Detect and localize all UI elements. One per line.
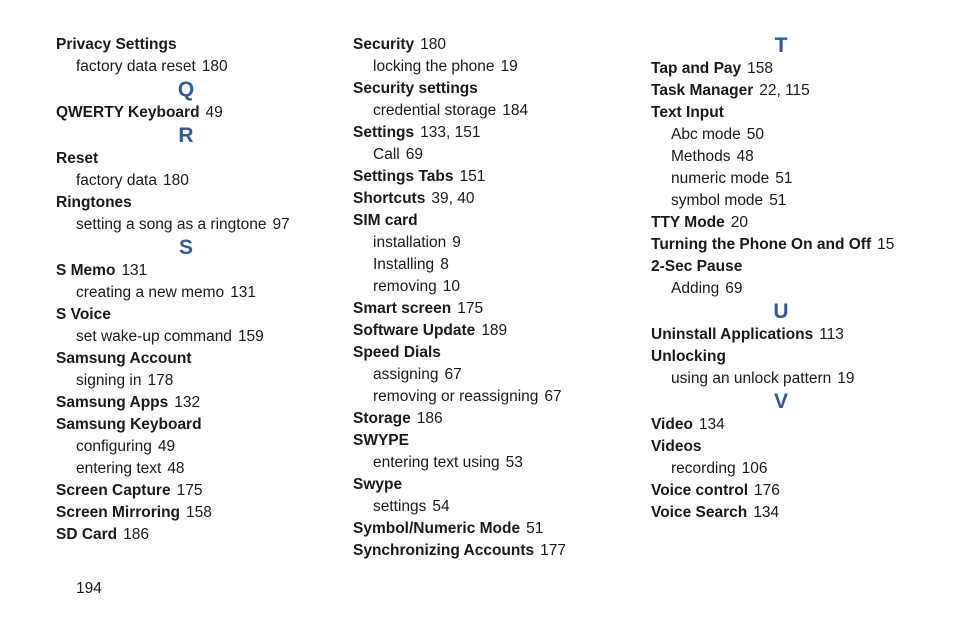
page-reference[interactable]: 186 [416, 410, 443, 427]
index-term: symbol mode [671, 192, 764, 209]
index-entry [651, 480, 931, 502]
index-entry [56, 502, 336, 524]
index-entry [651, 212, 931, 234]
page-reference[interactable]: 69 [725, 280, 743, 297]
index-entry [56, 480, 336, 502]
page-reference[interactable]: 151 [459, 168, 486, 185]
index-entry [651, 102, 931, 124]
index-entry [56, 348, 336, 370]
index-term: Video [651, 416, 693, 433]
index-entry [353, 210, 633, 232]
page-reference[interactable]: 131 [121, 262, 148, 279]
index-subentry [353, 232, 633, 254]
page-reference[interactable]: 97 [272, 216, 290, 233]
index-entry [353, 342, 633, 364]
page-reference[interactable]: 159 [237, 328, 264, 345]
index-term: Installing [373, 256, 435, 273]
index-term: configuring [76, 438, 152, 455]
index-term: Smart screen [353, 300, 452, 317]
page-reference[interactable]: 51 [769, 192, 787, 209]
page-reference[interactable]: 20 [730, 214, 749, 231]
index-term: setting a song as a ringtone [76, 216, 267, 233]
page-reference[interactable]: 48 [167, 460, 185, 477]
index-entry [353, 188, 633, 210]
index-subentry [651, 146, 931, 168]
page-reference[interactable]: 22, 115 [759, 82, 810, 99]
page-reference[interactable]: 180 [201, 58, 228, 75]
index-subentry [353, 496, 633, 518]
index-term: Samsung Apps [56, 394, 169, 411]
index-term: Security [353, 36, 415, 53]
index-subentry [651, 368, 931, 390]
index-term: Reset [56, 150, 99, 167]
index-term: Voice Search [651, 504, 748, 521]
index-entry [651, 234, 931, 256]
page-reference[interactable]: 67 [544, 388, 562, 405]
index-term: Security settings [353, 80, 478, 97]
index-term: removing or reassigning [373, 388, 539, 405]
index-entry [353, 474, 633, 496]
index-subentry [56, 326, 336, 348]
page-reference[interactable]: 39, 40 [431, 190, 475, 207]
page-reference[interactable]: 131 [230, 284, 257, 301]
index-entry [651, 436, 931, 458]
index-entry [56, 414, 336, 436]
page-reference[interactable]: 49 [157, 438, 176, 455]
index-term: Settings [353, 124, 415, 141]
index-term: Storage [353, 410, 411, 427]
index-term: credential storage [373, 102, 497, 119]
index-entry [56, 524, 336, 546]
page-number: 194 [76, 580, 102, 597]
section-letter-heading: V [773, 390, 788, 413]
page-reference[interactable]: 9 [452, 234, 461, 251]
index-term: Screen Capture [56, 482, 171, 499]
page-reference[interactable]: 10 [442, 278, 460, 295]
index-subentry [56, 282, 336, 304]
page-reference[interactable]: 132 [174, 394, 201, 411]
index-term: Software Update [353, 322, 476, 339]
index-subentry [56, 458, 336, 480]
page-reference[interactable]: 175 [176, 482, 203, 499]
index-entry [651, 324, 931, 346]
index-subentry [353, 56, 633, 78]
index-term: Uninstall Applications [651, 326, 814, 343]
index-term: 2-Sec Pause [651, 258, 743, 275]
index-entry [56, 102, 336, 124]
index-subentry [56, 214, 336, 236]
index-entry [56, 392, 336, 414]
index-term: removing [373, 278, 437, 295]
index-term: Voice control [651, 482, 749, 499]
index-entry [353, 166, 633, 188]
index-entry [353, 298, 633, 320]
page-reference[interactable]: 69 [405, 146, 423, 163]
index-entry [56, 34, 336, 56]
index-term: Unlocking [651, 348, 726, 365]
index-term: SD Card [56, 526, 118, 543]
page-reference[interactable]: 184 [502, 102, 529, 119]
index-term: Ringtones [56, 194, 132, 211]
index-entry [56, 148, 336, 170]
index-term: Call [373, 146, 400, 163]
index-subentry [353, 386, 633, 408]
page-reference[interactable]: 178 [147, 372, 174, 389]
page-reference[interactable]: 51 [526, 520, 544, 537]
index-term: installation [373, 234, 447, 251]
page-reference[interactable]: 133, 151 [420, 124, 481, 141]
section-letter-heading: T [774, 34, 788, 57]
index-entry [56, 304, 336, 326]
index-term: Videos [651, 438, 702, 455]
index-subentry [56, 170, 336, 192]
page-reference[interactable]: 54 [432, 498, 450, 515]
index-subentry [56, 370, 336, 392]
page-reference[interactable]: 53 [505, 454, 523, 471]
index-entry [651, 346, 931, 368]
index-term: Swype [353, 476, 403, 493]
section-letter-heading: Q [177, 78, 195, 101]
index-term: factory data [76, 172, 157, 189]
index-term: entering text using [373, 454, 500, 471]
page-reference[interactable]: 106 [741, 460, 768, 477]
index-term: using an unlock pattern [671, 370, 832, 387]
index-entry [651, 502, 931, 524]
index-term: factory data reset [76, 58, 196, 75]
index-column-1 [56, 34, 336, 546]
index-entry [353, 34, 633, 56]
page-reference[interactable]: 189 [481, 322, 508, 339]
index-term: set wake-up command [76, 328, 232, 345]
page-reference[interactable]: 180 [163, 172, 189, 189]
page-reference[interactable]: 48 [736, 148, 754, 165]
index-subentry [651, 278, 931, 300]
index-entry [353, 518, 633, 540]
index-term: Speed Dials [353, 344, 441, 361]
page-reference[interactable]: 19 [500, 58, 518, 75]
page-reference[interactable]: 51 [775, 170, 793, 187]
page-reference[interactable]: 134 [698, 416, 725, 433]
page-reference[interactable]: 158 [747, 60, 774, 77]
index-subentry [353, 276, 633, 298]
index-subentry [56, 436, 336, 458]
index-term: Methods [671, 148, 731, 165]
index-term: assigning [373, 366, 439, 383]
index-column-2 [353, 34, 633, 562]
page-reference[interactable]: 15 [877, 236, 895, 253]
index-term: settings [373, 498, 427, 515]
index-term: Symbol/Numeric Mode [353, 520, 521, 537]
index-entry [651, 256, 931, 278]
index-term: Samsung Account [56, 350, 192, 367]
page-reference[interactable]: 134 [753, 504, 780, 521]
section-letter-heading: S [178, 236, 193, 259]
index-term: recording [671, 460, 736, 477]
page-reference[interactable]: 8 [440, 256, 449, 273]
index-subentry [353, 452, 633, 474]
index-entry [651, 80, 931, 102]
index-term: numeric mode [671, 170, 770, 187]
index-entry [353, 408, 633, 430]
page-reference[interactable]: 158 [186, 504, 212, 521]
index-term: Settings Tabs [353, 168, 454, 185]
section-letter-heading: U [773, 300, 789, 323]
page-reference[interactable]: 176 [754, 482, 780, 499]
index-subentry [651, 190, 931, 212]
index-subentry [56, 56, 336, 78]
index-term: SIM card [353, 212, 418, 229]
index-subentry [651, 458, 931, 480]
index-term: S Memo [56, 262, 116, 279]
index-entry [353, 320, 633, 342]
index-term: SWYPE [353, 432, 409, 449]
page-reference[interactable]: 113 [819, 326, 844, 343]
page-reference[interactable]: 180 [420, 36, 447, 53]
page-reference[interactable]: 50 [746, 126, 765, 143]
index-entry [56, 192, 336, 214]
index-column-3 [651, 34, 931, 524]
index-term: creating a new memo [76, 284, 225, 301]
index-term: S Voice [56, 306, 111, 323]
index-term: Text Input [651, 104, 724, 121]
index-term: Turning the Phone On and Off [651, 236, 872, 253]
index-entry [651, 414, 931, 436]
index-subentry [353, 364, 633, 386]
index-term: Task Manager [651, 82, 754, 99]
index-entry [353, 122, 633, 144]
page-reference[interactable]: 186 [123, 526, 150, 543]
index-term: Shortcuts [353, 190, 426, 207]
index-entry [353, 78, 633, 100]
index-entry [651, 58, 931, 80]
index-entry [353, 430, 633, 452]
index-subentry [353, 100, 633, 122]
index-entry [56, 260, 336, 282]
page-reference[interactable]: 67 [444, 366, 462, 383]
index-subentry [651, 124, 931, 146]
index-term: Abc mode [671, 126, 741, 143]
index-subentry [353, 144, 633, 166]
index-term: QWERTY Keyboard [56, 104, 200, 121]
page-reference[interactable]: 49 [205, 104, 223, 121]
index-term: Synchronizing Accounts [353, 542, 535, 559]
section-letter-heading: R [178, 124, 194, 147]
index-term: signing in [76, 372, 142, 389]
index-subentry [353, 254, 633, 276]
index-term: TTY Mode [651, 214, 725, 231]
index-term: Privacy Settings [56, 36, 177, 53]
page-reference[interactable]: 19 [837, 370, 855, 387]
index-term: entering text [76, 460, 162, 477]
page-reference[interactable]: 175 [457, 300, 484, 317]
index-term: locking the phone [373, 58, 495, 75]
page-reference[interactable]: 177 [540, 542, 567, 559]
index-subentry [651, 168, 931, 190]
index-entry [353, 540, 633, 562]
index-term: Samsung Keyboard [56, 416, 202, 433]
index-term: Screen Mirroring [56, 504, 181, 521]
index-term: Adding [671, 280, 720, 297]
index-term: Tap and Pay [651, 60, 742, 77]
